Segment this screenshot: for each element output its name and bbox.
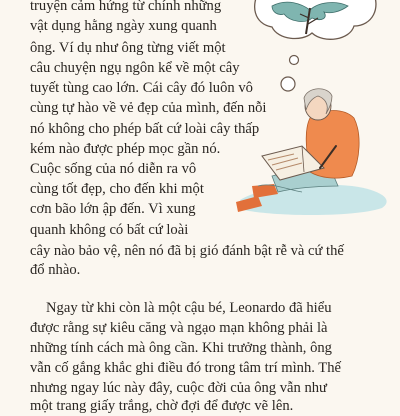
text-line: một trang giấy trắng, chờ đợi để được vẽ lên. (30, 398, 294, 414)
text-line: cây nào bảo vệ, nên nó đã bị gió đánh bật rễ và cứ thế (30, 243, 344, 259)
text-line: quanh không có bất cứ loài (30, 222, 189, 238)
text-line: Ngay từ khi còn là một cậu bé, Leonardo đã hiểu (46, 300, 332, 316)
text-line: câu chuyện ngụ ngôn kể về một cây (30, 60, 240, 76)
text-line: được rằng sự kiêu căng và ngạo mạn không phải là (30, 320, 328, 336)
thought-cloud-icon (255, 0, 376, 39)
text-line: nhưng ngay lúc này đây, cuộc đời của ông vẫn như (30, 380, 327, 396)
text-line: vật dụng hằng ngày xung quanh (30, 18, 217, 34)
text-line: ông. Ví dụ như ông từng viết một (30, 40, 226, 56)
text-line: kém nào được phép mọc gần nó. (30, 141, 221, 157)
text-line: những tính cách mà ông cần. Khi trưởng thành, ông (30, 340, 332, 356)
text-line: Cuộc sống của nó diễn ra vô (30, 161, 197, 177)
text-line: đổ nhào. (30, 262, 81, 278)
text-line: nó không cho phép bất cứ loài cây thấp (30, 121, 260, 137)
bubble-icon (281, 77, 295, 91)
bubble-icon (290, 56, 299, 65)
text-line: vẫn cố gắng khắc ghi điều đó trong tâm trí mình. Thế (30, 360, 341, 376)
text-line: cùng tự hào về vẻ đẹp của mình, đến nỗi (30, 100, 267, 116)
text-line: cùng tốt đẹp, cho đến khi một (30, 181, 204, 197)
text-line: cơn bão lớn ập đến. Vì xung (30, 201, 196, 217)
text-line: tuyết tùng cao lớn. Cái cây đó luôn vô (30, 80, 253, 96)
text-line: truyện cảm hứng từ chính những (30, 0, 222, 14)
